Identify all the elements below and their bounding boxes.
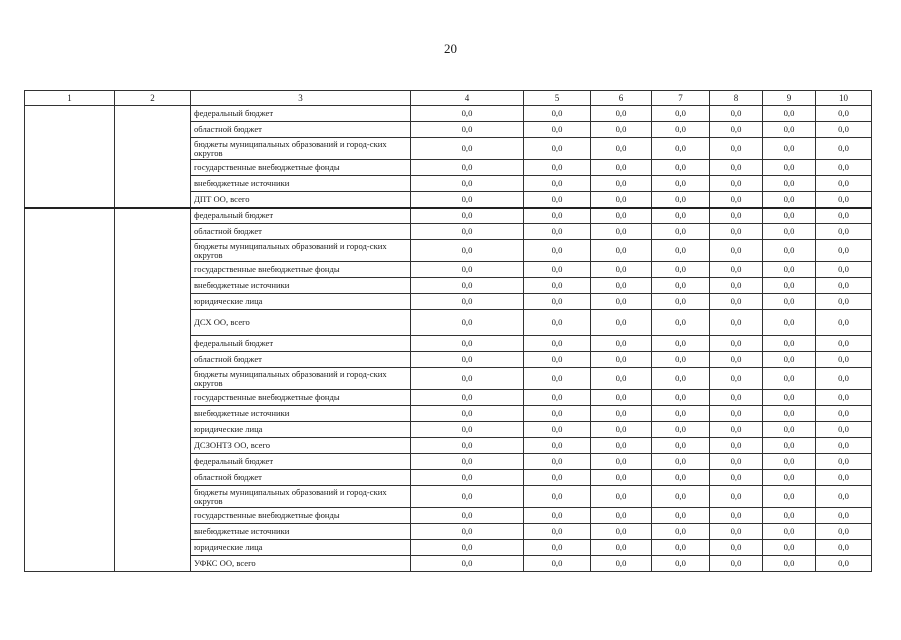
value-cell-col-10: 0,0 (816, 106, 872, 122)
row-label: УФКС ОО, всего (191, 556, 411, 572)
row-col-2-cell (115, 106, 191, 208)
value-cell-col-4: 0,0 (411, 454, 524, 470)
row-col-1-cell (25, 106, 115, 208)
value-cell-col-5: 0,0 (524, 486, 591, 508)
value-cell-col-9: 0,0 (763, 438, 816, 454)
value-cell-col-4: 0,0 (411, 138, 524, 160)
value-cell-col-8: 0,0 (710, 240, 763, 262)
row-label: областной бюджет (191, 122, 411, 138)
value-cell-col-10: 0,0 (816, 422, 872, 438)
value-cell-col-8: 0,0 (710, 278, 763, 294)
value-cell-col-5: 0,0 (524, 352, 591, 368)
value-cell-col-7: 0,0 (652, 240, 710, 262)
value-cell-col-5: 0,0 (524, 208, 591, 224)
value-cell-col-7: 0,0 (652, 352, 710, 368)
value-cell-col-7: 0,0 (652, 390, 710, 406)
value-cell-col-9: 0,0 (763, 224, 816, 240)
value-cell-col-6: 0,0 (591, 262, 652, 278)
value-cell-col-9: 0,0 (763, 294, 816, 310)
value-cell-col-4: 0,0 (411, 422, 524, 438)
value-cell-col-4: 0,0 (411, 310, 524, 336)
value-cell-col-5: 0,0 (524, 310, 591, 336)
value-cell-col-4: 0,0 (411, 390, 524, 406)
table-row (25, 106, 872, 122)
value-cell-col-8: 0,0 (710, 294, 763, 310)
value-cell-col-6: 0,0 (591, 106, 652, 122)
value-cell-col-10: 0,0 (816, 524, 872, 540)
value-cell-col-7: 0,0 (652, 138, 710, 160)
value-cell-col-4: 0,0 (411, 294, 524, 310)
value-cell-col-6: 0,0 (591, 390, 652, 406)
value-cell-col-10: 0,0 (816, 262, 872, 278)
row-label: федеральный бюджет (191, 106, 411, 122)
value-cell-col-5: 0,0 (524, 176, 591, 192)
value-cell-col-5: 0,0 (524, 470, 591, 486)
value-cell-col-6: 0,0 (591, 524, 652, 540)
value-cell-col-6: 0,0 (591, 208, 652, 224)
row-label: государственные внебюджетные фонды (191, 262, 411, 278)
value-cell-col-9: 0,0 (763, 352, 816, 368)
value-cell-col-4: 0,0 (411, 208, 524, 224)
value-cell-col-4: 0,0 (411, 106, 524, 122)
header-col-2: 2 (115, 91, 191, 106)
value-cell-col-9: 0,0 (763, 106, 816, 122)
value-cell-col-6: 0,0 (591, 454, 652, 470)
value-cell-col-8: 0,0 (710, 352, 763, 368)
value-cell-col-8: 0,0 (710, 422, 763, 438)
value-cell-col-8: 0,0 (710, 524, 763, 540)
value-cell-col-4: 0,0 (411, 556, 524, 572)
value-cell-col-7: 0,0 (652, 422, 710, 438)
value-cell-col-6: 0,0 (591, 352, 652, 368)
value-cell-col-8: 0,0 (710, 262, 763, 278)
row-label: областной бюджет (191, 470, 411, 486)
value-cell-col-5: 0,0 (524, 192, 591, 208)
value-cell-col-4: 0,0 (411, 122, 524, 138)
value-cell-col-6: 0,0 (591, 192, 652, 208)
value-cell-col-9: 0,0 (763, 138, 816, 160)
value-cell-col-10: 0,0 (816, 390, 872, 406)
value-cell-col-9: 0,0 (763, 208, 816, 224)
value-cell-col-6: 0,0 (591, 336, 652, 352)
header-col-9: 9 (763, 91, 816, 106)
value-cell-col-8: 0,0 (710, 192, 763, 208)
value-cell-col-4: 0,0 (411, 486, 524, 508)
value-cell-col-7: 0,0 (652, 262, 710, 278)
value-cell-col-9: 0,0 (763, 176, 816, 192)
value-cell-col-6: 0,0 (591, 470, 652, 486)
value-cell-col-6: 0,0 (591, 438, 652, 454)
value-cell-col-7: 0,0 (652, 310, 710, 336)
value-cell-col-7: 0,0 (652, 556, 710, 572)
value-cell-col-10: 0,0 (816, 224, 872, 240)
header-col-7: 7 (652, 91, 710, 106)
value-cell-col-7: 0,0 (652, 160, 710, 176)
row-label: федеральный бюджет (191, 208, 411, 224)
value-cell-col-10: 0,0 (816, 486, 872, 508)
row-label: ДПТ ОО, всего (191, 192, 411, 208)
value-cell-col-5: 0,0 (524, 524, 591, 540)
header-col-10: 10 (816, 91, 872, 106)
value-cell-col-10: 0,0 (816, 540, 872, 556)
header-col-6: 6 (591, 91, 652, 106)
value-cell-col-8: 0,0 (710, 540, 763, 556)
value-cell-col-8: 0,0 (710, 454, 763, 470)
value-cell-col-6: 0,0 (591, 540, 652, 556)
value-cell-col-5: 0,0 (524, 240, 591, 262)
row-label: бюджеты муниципальных образований и город-ских округов (191, 138, 411, 160)
value-cell-col-7: 0,0 (652, 106, 710, 122)
value-cell-col-5: 0,0 (524, 294, 591, 310)
value-cell-col-5: 0,0 (524, 508, 591, 524)
value-cell-col-7: 0,0 (652, 540, 710, 556)
value-cell-col-9: 0,0 (763, 486, 816, 508)
value-cell-col-9: 0,0 (763, 192, 816, 208)
value-cell-col-4: 0,0 (411, 524, 524, 540)
value-cell-col-8: 0,0 (710, 508, 763, 524)
value-cell-col-5: 0,0 (524, 454, 591, 470)
value-cell-col-7: 0,0 (652, 278, 710, 294)
value-cell-col-4: 0,0 (411, 540, 524, 556)
value-cell-col-7: 0,0 (652, 470, 710, 486)
value-cell-col-9: 0,0 (763, 160, 816, 176)
value-cell-col-10: 0,0 (816, 192, 872, 208)
row-label: внебюджетные источники (191, 278, 411, 294)
value-cell-col-8: 0,0 (710, 208, 763, 224)
value-cell-col-10: 0,0 (816, 336, 872, 352)
row-label: ДСХ ОО, всего (191, 310, 411, 336)
value-cell-col-4: 0,0 (411, 278, 524, 294)
value-cell-col-8: 0,0 (710, 470, 763, 486)
value-cell-col-10: 0,0 (816, 438, 872, 454)
value-cell-col-8: 0,0 (710, 310, 763, 336)
value-cell-col-9: 0,0 (763, 540, 816, 556)
value-cell-col-6: 0,0 (591, 422, 652, 438)
value-cell-col-8: 0,0 (710, 486, 763, 508)
value-cell-col-7: 0,0 (652, 176, 710, 192)
row-label: бюджеты муниципальных образований и город-ских округов (191, 486, 411, 508)
value-cell-col-7: 0,0 (652, 438, 710, 454)
value-cell-col-8: 0,0 (710, 368, 763, 390)
value-cell-col-7: 0,0 (652, 192, 710, 208)
value-cell-col-6: 0,0 (591, 508, 652, 524)
value-cell-col-6: 0,0 (591, 278, 652, 294)
row-label: юридические лица (191, 422, 411, 438)
row-label: бюджеты муниципальных образований и город-ских округов (191, 368, 411, 390)
value-cell-col-10: 0,0 (816, 278, 872, 294)
value-cell-col-5: 0,0 (524, 540, 591, 556)
value-cell-col-4: 0,0 (411, 262, 524, 278)
value-cell-col-5: 0,0 (524, 368, 591, 390)
header-col-3: 3 (191, 91, 411, 106)
value-cell-col-4: 0,0 (411, 438, 524, 454)
header-col-8: 8 (710, 91, 763, 106)
row-label: юридические лица (191, 294, 411, 310)
row-label: внебюджетные источники (191, 176, 411, 192)
value-cell-col-6: 0,0 (591, 368, 652, 390)
row-col-2-cell (115, 208, 191, 572)
value-cell-col-7: 0,0 (652, 208, 710, 224)
value-cell-col-4: 0,0 (411, 508, 524, 524)
value-cell-col-6: 0,0 (591, 294, 652, 310)
value-cell-col-7: 0,0 (652, 486, 710, 508)
value-cell-col-7: 0,0 (652, 508, 710, 524)
value-cell-col-10: 0,0 (816, 406, 872, 422)
value-cell-col-7: 0,0 (652, 454, 710, 470)
value-cell-col-4: 0,0 (411, 470, 524, 486)
row-label: федеральный бюджет (191, 336, 411, 352)
value-cell-col-9: 0,0 (763, 368, 816, 390)
value-cell-col-6: 0,0 (591, 122, 652, 138)
value-cell-col-5: 0,0 (524, 106, 591, 122)
value-cell-col-10: 0,0 (816, 208, 872, 224)
value-cell-col-6: 0,0 (591, 406, 652, 422)
value-cell-col-5: 0,0 (524, 406, 591, 422)
value-cell-col-5: 0,0 (524, 160, 591, 176)
value-cell-col-9: 0,0 (763, 122, 816, 138)
value-cell-col-5: 0,0 (524, 122, 591, 138)
value-cell-col-9: 0,0 (763, 406, 816, 422)
budget-table (24, 90, 872, 572)
row-label: юридические лица (191, 540, 411, 556)
value-cell-col-4: 0,0 (411, 368, 524, 390)
row-label: государственные внебюджетные фонды (191, 390, 411, 406)
row-label: государственные внебюджетные фонды (191, 508, 411, 524)
value-cell-col-5: 0,0 (524, 138, 591, 160)
value-cell-col-6: 0,0 (591, 176, 652, 192)
value-cell-col-8: 0,0 (710, 224, 763, 240)
value-cell-col-10: 0,0 (816, 470, 872, 486)
value-cell-col-7: 0,0 (652, 406, 710, 422)
value-cell-col-8: 0,0 (710, 160, 763, 176)
value-cell-col-6: 0,0 (591, 160, 652, 176)
value-cell-col-10: 0,0 (816, 454, 872, 470)
value-cell-col-8: 0,0 (710, 556, 763, 572)
row-label: областной бюджет (191, 352, 411, 368)
row-label: областной бюджет (191, 224, 411, 240)
value-cell-col-9: 0,0 (763, 508, 816, 524)
header-col-1: 1 (25, 91, 115, 106)
value-cell-col-10: 0,0 (816, 160, 872, 176)
value-cell-col-10: 0,0 (816, 556, 872, 572)
value-cell-col-5: 0,0 (524, 390, 591, 406)
value-cell-col-8: 0,0 (710, 406, 763, 422)
value-cell-col-6: 0,0 (591, 240, 652, 262)
value-cell-col-8: 0,0 (710, 336, 763, 352)
value-cell-col-9: 0,0 (763, 454, 816, 470)
value-cell-col-10: 0,0 (816, 240, 872, 262)
value-cell-col-9: 0,0 (763, 390, 816, 406)
row-label: внебюджетные источники (191, 524, 411, 540)
value-cell-col-10: 0,0 (816, 368, 872, 390)
value-cell-col-5: 0,0 (524, 422, 591, 438)
row-label: государственные внебюджетные фонды (191, 160, 411, 176)
value-cell-col-9: 0,0 (763, 470, 816, 486)
value-cell-col-5: 0,0 (524, 438, 591, 454)
value-cell-col-9: 0,0 (763, 422, 816, 438)
value-cell-col-5: 0,0 (524, 336, 591, 352)
value-cell-col-7: 0,0 (652, 294, 710, 310)
row-label: бюджеты муниципальных образований и город-ских округов (191, 240, 411, 262)
table-header-row (25, 91, 872, 106)
value-cell-col-8: 0,0 (710, 106, 763, 122)
value-cell-col-4: 0,0 (411, 160, 524, 176)
value-cell-col-10: 0,0 (816, 352, 872, 368)
value-cell-col-6: 0,0 (591, 556, 652, 572)
value-cell-col-8: 0,0 (710, 138, 763, 160)
value-cell-col-9: 0,0 (763, 262, 816, 278)
row-label: федеральный бюджет (191, 454, 411, 470)
value-cell-col-7: 0,0 (652, 122, 710, 138)
value-cell-col-4: 0,0 (411, 406, 524, 422)
value-cell-col-7: 0,0 (652, 524, 710, 540)
value-cell-col-7: 0,0 (652, 336, 710, 352)
page-number: 20 (444, 41, 457, 56)
value-cell-col-10: 0,0 (816, 122, 872, 138)
value-cell-col-9: 0,0 (763, 524, 816, 540)
value-cell-col-6: 0,0 (591, 486, 652, 508)
value-cell-col-4: 0,0 (411, 336, 524, 352)
value-cell-col-8: 0,0 (710, 438, 763, 454)
value-cell-col-4: 0,0 (411, 224, 524, 240)
row-label: ДСЗОНТЗ ОО, всего (191, 438, 411, 454)
header-col-5: 5 (524, 91, 591, 106)
table-row (25, 208, 872, 224)
value-cell-col-8: 0,0 (710, 176, 763, 192)
value-cell-col-4: 0,0 (411, 240, 524, 262)
value-cell-col-6: 0,0 (591, 310, 652, 336)
value-cell-col-5: 0,0 (524, 556, 591, 572)
value-cell-col-9: 0,0 (763, 556, 816, 572)
value-cell-col-8: 0,0 (710, 390, 763, 406)
value-cell-col-10: 0,0 (816, 294, 872, 310)
value-cell-col-9: 0,0 (763, 336, 816, 352)
value-cell-col-4: 0,0 (411, 192, 524, 208)
table-body (25, 106, 872, 572)
value-cell-col-7: 0,0 (652, 224, 710, 240)
value-cell-col-8: 0,0 (710, 122, 763, 138)
row-col-1-cell (25, 208, 115, 572)
row-label: внебюджетные источники (191, 406, 411, 422)
value-cell-col-10: 0,0 (816, 138, 872, 160)
value-cell-col-6: 0,0 (591, 224, 652, 240)
value-cell-col-10: 0,0 (816, 176, 872, 192)
value-cell-col-9: 0,0 (763, 240, 816, 262)
value-cell-col-4: 0,0 (411, 352, 524, 368)
header-col-4: 4 (411, 91, 524, 106)
value-cell-col-10: 0,0 (816, 508, 872, 524)
value-cell-col-5: 0,0 (524, 278, 591, 294)
value-cell-col-5: 0,0 (524, 224, 591, 240)
value-cell-col-5: 0,0 (524, 262, 591, 278)
value-cell-col-7: 0,0 (652, 368, 710, 390)
value-cell-col-9: 0,0 (763, 310, 816, 336)
value-cell-col-4: 0,0 (411, 176, 524, 192)
value-cell-col-10: 0,0 (816, 310, 872, 336)
value-cell-col-6: 0,0 (591, 138, 652, 160)
value-cell-col-9: 0,0 (763, 278, 816, 294)
